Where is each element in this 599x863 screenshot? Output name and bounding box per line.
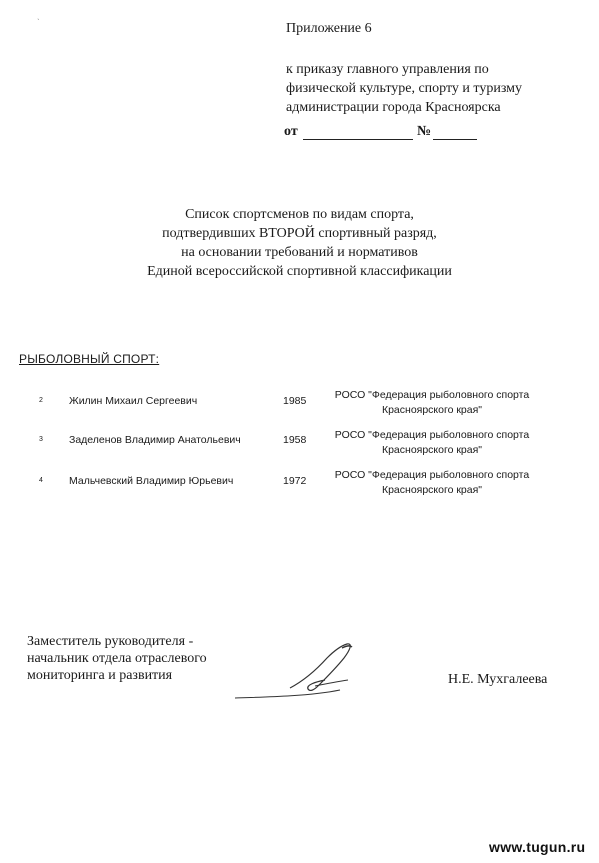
org-line: Красноярского края": [381, 484, 483, 496]
org-line: РОСО "Федерация рыболовного спорта: [334, 389, 530, 401]
title-line: подтвердивших ВТОРОЙ спортивный разряд,: [162, 226, 437, 241]
athlete-birth-year: 1972: [283, 475, 307, 487]
athlete-name: Заделенов Владимир Анатольевич: [69, 434, 241, 446]
athlete-number: 2: [39, 397, 43, 404]
position-line: начальник отдела отраслевого: [27, 651, 207, 666]
org-line: Красноярского края": [381, 444, 483, 456]
number-label: №: [417, 124, 432, 139]
order-reference: [286, 60, 522, 117]
athlete-number: 4: [39, 477, 43, 484]
section-heading: РЫБОЛОВНЫЙ СПОРТ:: [19, 352, 160, 366]
org-line: РОСО "Федерация рыболовного спорта: [334, 429, 530, 441]
athlete-name: Мальчевский Владимир Юрьевич: [69, 475, 234, 487]
position-line: мониторинга и развития: [27, 668, 173, 683]
org-line: РОСО "Федерация рыболовного спорта: [334, 469, 530, 481]
scan-mark: ˏ: [37, 11, 40, 20]
number-blank-line: [433, 139, 477, 140]
athlete-name: Жилин Михаил Сергеевич: [69, 395, 198, 407]
title-line: на основании требований и нормативов: [181, 245, 418, 260]
athlete-birth-year: 1985: [283, 395, 307, 407]
date-blank-line: [303, 139, 413, 140]
athlete-organization: [332, 468, 532, 498]
date-label: от: [284, 124, 298, 139]
athlete-organization: [332, 388, 532, 418]
order-line: физической культуре, спорту и туризму: [286, 81, 523, 96]
athlete-organization: [332, 428, 532, 458]
signatory-position: [27, 633, 207, 684]
title-line: Список спортсменов по видам спорта,: [185, 207, 414, 222]
order-line: администрации города Красноярска: [286, 100, 501, 115]
athlete-number: 3: [39, 436, 43, 443]
org-line: Красноярского края": [381, 404, 483, 416]
document-title: [0, 205, 599, 281]
signatory-name: Н.Е. Мухгалеева: [448, 672, 548, 687]
title-line: Единой всероссийской спортивной классификации: [147, 264, 452, 279]
position-line: Заместитель руководителя -: [27, 634, 194, 649]
order-line: к приказу главного управления по: [286, 62, 489, 77]
athlete-birth-year: 1958: [283, 434, 307, 446]
appendix-label: Приложение 6: [286, 21, 372, 36]
watermark: www.tugun.ru: [489, 839, 586, 855]
handwritten-signature: [230, 640, 380, 705]
